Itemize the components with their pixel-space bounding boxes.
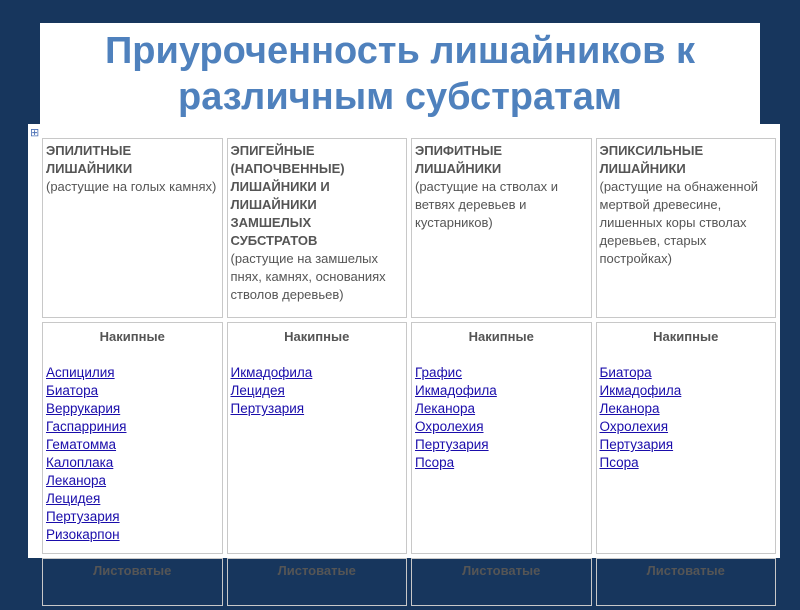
foliose-row (42, 558, 776, 606)
slide-title: Приуроченность лишайников к различным субстратам (104, 29, 696, 118)
column-description: (растущие на обнаженной мертвой древесине, лишенных коры стволах деревьев, старых постройках) (599, 179, 759, 266)
genus-link[interactable]: Ризокарпон (46, 527, 120, 542)
genus-link[interactable]: Веррукария (46, 401, 121, 416)
genus-link[interactable]: Биатора (46, 383, 99, 398)
group-label-cell: Листоватые (42, 558, 223, 606)
header-cell (42, 138, 223, 318)
header-row (42, 138, 776, 318)
genus-link[interactable]: Леканора (46, 473, 107, 488)
genus-link[interactable]: Пертузария (46, 509, 120, 524)
column-description: (растущие на стволах и ветвях деревьев и кустарников) (415, 179, 559, 230)
group-label-cell: Листоватые (596, 558, 777, 606)
genus-link[interactable]: Леканора (599, 401, 660, 416)
header-cell (227, 138, 408, 318)
genus-link[interactable]: Лецидея (230, 383, 285, 398)
genus-link[interactable]: Лецидея (46, 491, 101, 506)
genus-link[interactable]: Псора (415, 455, 455, 470)
genus-link[interactable]: Гематомма (46, 437, 117, 452)
group-label: Накипные (284, 329, 350, 344)
column-name: ЭПИГЕЙНЫЕ (НАПОЧВЕННЫЕ) ЛИШАЙНИКИ И ЛИШАЙНИКИ ЗАМШЕЛЫХ СУБСТРАТОВ (230, 143, 345, 248)
genus-link[interactable]: Пертузария (230, 401, 305, 416)
title-box (40, 23, 760, 124)
column-name: ЭПИЛИТНЫЕ ЛИШАЙНИКИ (46, 143, 133, 176)
table-container (28, 124, 780, 578)
header-cell (596, 138, 777, 318)
genus-link[interactable]: Графис (415, 365, 462, 380)
genus-link[interactable]: Гаспарриния (46, 419, 127, 434)
group-label-cell: Листоватые (411, 558, 592, 606)
genus-link[interactable]: Пертузария (415, 437, 489, 452)
genus-link[interactable]: Охролехия (599, 419, 669, 434)
genus-link[interactable]: Пертузария (599, 437, 674, 452)
column-description: (растущие на замшелых пнях, камнях, основаниях стволов деревьев) (230, 251, 386, 302)
column-name: ЭПИФИТНЫЕ ЛИШАЙНИКИ (415, 143, 503, 176)
genus-link[interactable]: Икмадофила (599, 383, 682, 398)
group-label-cell: Листоватые (227, 558, 408, 606)
genus-cell (227, 322, 408, 554)
genus-link[interactable]: Калоплака (46, 455, 114, 470)
column-description: (растущие на голых камнях) (46, 179, 217, 194)
group-label: Накипные (653, 329, 719, 344)
genus-cell (42, 322, 223, 554)
column-name: ЭПИКСИЛЬНЫЕ ЛИШАЙНИКИ (599, 143, 704, 176)
genus-cell (596, 322, 777, 554)
genus-link[interactable]: Леканора (415, 401, 476, 416)
genus-link[interactable]: Икмадофила (415, 383, 497, 398)
header-cell (411, 138, 592, 318)
group-label: Накипные (468, 329, 534, 344)
group-label: Накипные (99, 329, 165, 344)
crustose-row (42, 322, 776, 554)
lichen-substrate-table (38, 134, 780, 610)
genus-link[interactable]: Аспицилия (46, 365, 115, 380)
genus-link[interactable]: Икмадофила (230, 365, 313, 380)
genus-cell (411, 322, 592, 554)
genus-link[interactable]: Псора (599, 455, 639, 470)
genus-link[interactable]: Биатора (599, 365, 652, 380)
expand-icon[interactable]: ⊞ (30, 126, 40, 139)
genus-link[interactable]: Охролехия (415, 419, 484, 434)
